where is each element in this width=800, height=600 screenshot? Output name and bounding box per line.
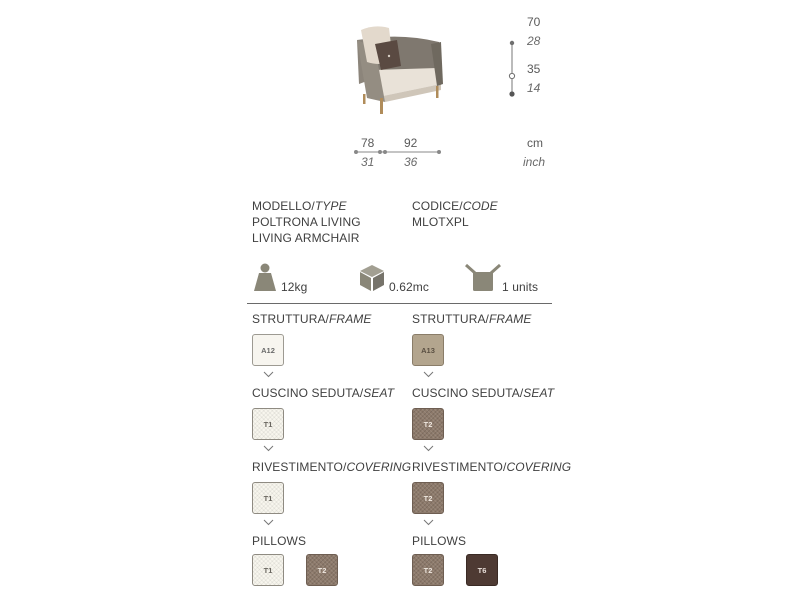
- left-frame-label: STRUTTURA/FRAME: [252, 312, 372, 326]
- right-covering-label: RIVESTIMENTO/COVERING: [412, 460, 572, 474]
- seat-height-inch: 14: [527, 81, 541, 95]
- left-covering-label: RIVESTIMENTO/COVERING: [252, 460, 412, 474]
- volume-cube-icon: [358, 263, 386, 293]
- left-covering-swatch[interactable]: T1: [252, 482, 284, 514]
- model-label: MODELLO/TYPE: [252, 199, 347, 213]
- height-cm: 70: [527, 15, 541, 29]
- model-name-it: POLTRONA LIVING: [252, 215, 361, 229]
- right-frame-label: STRUTTURA/FRAME: [412, 312, 532, 326]
- right-seat-swatch[interactable]: T2: [412, 408, 444, 440]
- chevron-down-icon: [423, 519, 434, 526]
- right-pillow-swatch-1[interactable]: T2: [412, 554, 444, 586]
- code-label: CODICE/CODE: [412, 199, 498, 213]
- chevron-down-icon: [263, 519, 274, 526]
- left-pillows-label: PILLOWS: [252, 534, 307, 548]
- seat-height-cm: 35: [527, 62, 541, 76]
- right-covering-swatch[interactable]: T2: [412, 482, 444, 514]
- weight-icon: [252, 262, 278, 292]
- right-pillows-label: PILLOWS: [412, 534, 467, 548]
- left-seat-swatch[interactable]: T1: [252, 408, 284, 440]
- model-name-en: LIVING ARMCHAIR: [252, 231, 360, 245]
- left-frame-swatch[interactable]: A12: [252, 334, 284, 366]
- left-pillow-swatch-1[interactable]: T1: [252, 554, 284, 586]
- chevron-down-icon: [263, 445, 274, 452]
- chevron-down-icon: [423, 445, 434, 452]
- chevron-down-icon: [423, 371, 434, 378]
- volume-value: 0.62mc: [389, 280, 429, 294]
- depth-inch: 36: [404, 155, 418, 169]
- width-inch: 31: [361, 155, 375, 169]
- unit-inch: inch: [523, 155, 546, 169]
- chevron-down-icon: [263, 371, 274, 378]
- unit-cm: cm: [527, 136, 543, 150]
- right-frame-swatch[interactable]: A13: [412, 334, 444, 366]
- left-pillow-swatch-2[interactable]: T2: [306, 554, 338, 586]
- weight-value: 12kg: [281, 280, 308, 294]
- units-value: 1 units: [502, 280, 539, 294]
- height-dimension-line: [507, 38, 517, 98]
- depth-cm: 92: [404, 136, 418, 150]
- right-seat-label: CUSCINO SEDUTA/SEAT: [412, 386, 555, 400]
- width-cm: 78: [361, 136, 375, 150]
- height-inch: 28: [527, 34, 541, 48]
- code-value: MLOTXPL: [412, 215, 469, 229]
- right-pillow-swatch-2[interactable]: T6: [466, 554, 498, 586]
- armchair-image: [345, 18, 455, 118]
- units-box-icon: [465, 263, 501, 293]
- divider: [247, 303, 552, 304]
- left-seat-label: CUSCINO SEDUTA/SEAT: [252, 386, 395, 400]
